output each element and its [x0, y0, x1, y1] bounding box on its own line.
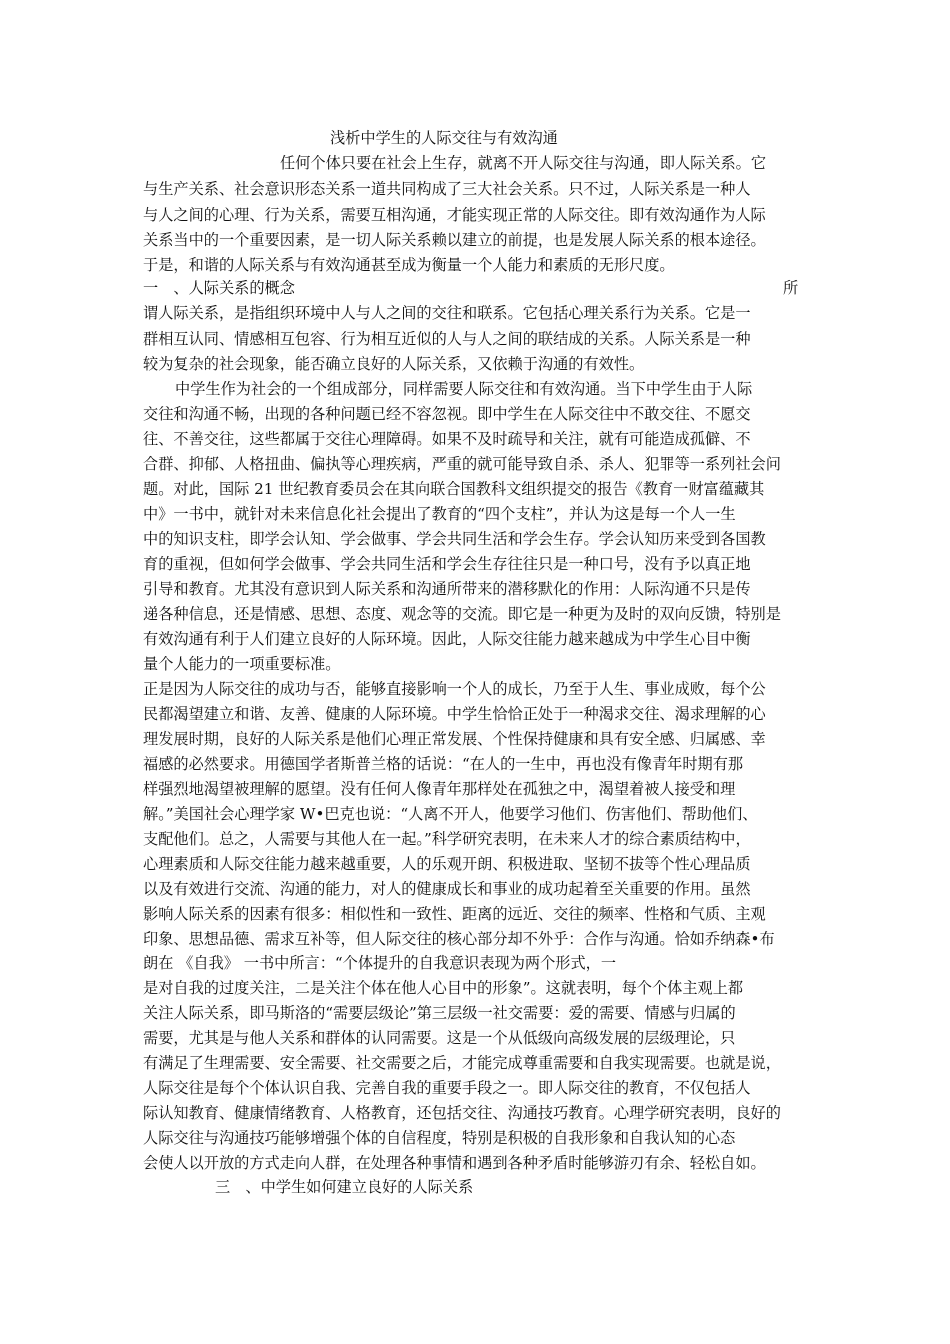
paragraph-line: 引导和教育。尤其没有意识到人际关系和沟通所带来的潜移默化的作用：人际沟通不只是传 [143, 580, 751, 598]
paragraph-line: 往、不善交往，这些都属于交往心理障碍。如果不及时疏导和关注，就有可能造成孤僻、不 [143, 430, 751, 448]
paragraph-line: 会使人以开放的方式走向人群，在处理各种事情和遇到各种矛盾时能够游刃有余、轻松自如。 [143, 1154, 766, 1172]
paragraph-line: 解。”美国社会心理学家 W•巴克也说：“人离不开人，他要学习他们、伤害他们、帮助他们、 [143, 805, 758, 823]
paragraph-line: 较为复杂的社会现象，能否确立良好的人际关系，又依赖于沟通的有效性。 [143, 355, 645, 373]
paragraph-line: 群相互认同、情感相互包容、行为相互近似的人与人之间的联结成的关系。人际关系是一种 [143, 330, 751, 348]
paragraph-line: 谓人际关系，是指组织环境中人与人之间的交往和联系。它包括心理关系行为关系。它是一 [143, 304, 751, 322]
paragraph-line: 民都渴望建立和谐、友善、健康的人际环境。中学生恰恰正处于一种渴求交往、渴求理解的心 [143, 705, 766, 723]
section-heading: 一 、人际关系的概念 [143, 279, 295, 297]
paragraph-line: 与人之间的心理、行为关系，需要互相沟通，才能实现正常的人际交往。即有效沟通作为人际 [143, 206, 766, 224]
paragraph-line: 样强烈地渴望被理解的愿望。没有任何人像青年那样处在孤独之中，渴望着被人接受和理 [143, 780, 736, 798]
paragraph-line: 人际交往与沟通技巧能够增强个体的自信程度，特别是积极的自我形象和自我认知的心态 [143, 1129, 736, 1147]
paragraph-line: 任何个体只要在社会上生存，就离不开人际交往与沟通，即人际关系。它 [280, 154, 766, 172]
paragraph-line: 支配他们。总之，人需要与其他人在一起。”科学研究表明，在未来人才的综合素质结构中， [143, 830, 751, 848]
paragraph-line: 与生产关系、社会意识形态关系一道共同构成了三大社会关系。只不过，人际关系是一种人 [143, 180, 751, 198]
paragraph-line: 于是，和谐的人际关系与有效沟通甚至成为衡量一个人能力和素质的无形尺度。 [143, 256, 675, 274]
paragraph-line: 福感的必然要求。用德国学者斯普兰格的话说：“在人的一生中，再也没有像青年时期有那 [143, 755, 744, 773]
paragraph-line: 育的重视，但如何学会做事、学会共同生活和学会生存往往只是一种口号，没有予以真正地 [143, 555, 751, 573]
paragraph-line: 影响人际关系的因素有很多：相似性和一致性、距离的远近、交往的频率、性格和气质、主观 [143, 905, 766, 923]
paragraph-line: 人际交往是每个个体认识自我、完善自我的重要手段之一。即人际交往的教育，不仅包括人 [143, 1079, 751, 1097]
paragraph-line: 中》一书中，就针对未来信息化社会提出了教育的“四个支柱”，并认为这是每一个人一生 [143, 505, 736, 523]
document-title: 浅析中学生的人际交往与有效沟通 [330, 129, 558, 147]
paragraph-line: 关系当中的一个重要因素，是一切人际关系赖以建立的前提，也是发展人际关系的根本途径。 [143, 231, 766, 249]
paragraph-line: 中学生作为社会的一个组成部分，同样需要人际交往和有效沟通。当下中学生由于人际 [175, 380, 753, 398]
section-heading: 三 、中学生如何建立良好的人际关系 [215, 1178, 474, 1196]
paragraph-line: 朗在 《自我》 一书中所言：“个体提升的自我意识表现为两个形式，一 [143, 954, 617, 972]
paragraph-line: 有效沟通有利于人们建立良好的人际环境。因此，人际交往能力越来越成为中学生心目中衡 [143, 630, 751, 648]
paragraph-line: 量个人能力的一项重要标准。 [143, 655, 341, 673]
paragraph-line: 以及有效进行交流、沟通的能力，对人的健康成长和事业的成功起着至关重要的作用。虽然 [143, 880, 751, 898]
paragraph-line: 题。对此，国际 21 世纪教育委员会在其向联合国教科文组织提交的报告《教育一财富蕴藏其 [143, 480, 765, 498]
paragraph-line: 合群、抑郁、人格扭曲、偏执等心理疾病，严重的就可能导致自杀、杀人、犯罪等一系列社会问 [143, 455, 781, 473]
paragraph-line: 心理素质和人际交往能力越来越重要，人的乐观开朗、积极进取、坚韧不拔等个性心理品质 [143, 855, 751, 873]
paragraph-line: 交往和沟通不畅，出现的各种问题已经不容忽视。即中学生在人际交往中不敢交往、不愿交 [143, 405, 751, 423]
paragraph-line: 有满足了生理需要、安全需要、社交需要之后，才能完成尊重需要和自我实现需要。也就是说， [143, 1054, 781, 1072]
paragraph-line: 关注人际关系，即马斯洛的“需要层级论”第三层级一社交需要：爱的需要、情感与归属的 [143, 1004, 736, 1022]
paragraph-line: 需要，尤其是与他人关系和群体的认同需要。这是一个从低级向高级发展的层级理论，只 [143, 1029, 736, 1047]
paragraph-line: 正是因为人际交往的成功与否，能够直接影响一个人的成长，乃至于人生、事业成败，每个公 [143, 680, 766, 698]
paragraph-line: 是对自我的过度关注，二是关注个体在他人心目中的形象”。这就表明，每个个体主观上都 [143, 979, 744, 997]
paragraph-line: 所 [783, 279, 799, 297]
paragraph-line: 理发展时期，良好的人际关系是他们心理正常发展、个性保持健康和具有安全感、归属感、幸 [143, 730, 766, 748]
paragraph-line: 际认知教育、健康情绪教育、人格教育，还包括交往、沟通技巧教育。心理学研究表明，良好的 [143, 1104, 781, 1122]
paragraph-line: 印象、思想品德、需求互补等，但人际交往的核心部分却不外乎：合作与沟通。恰如乔纳森•布 [143, 930, 775, 948]
paragraph-line: 递各种信息，还是情感、思想、态度、观念等的交流。即它是一种更为及时的双向反馈，特别是 [143, 605, 781, 623]
paragraph-line: 中的知识支柱，即学会认知、学会做事、学会共同生活和学会生存。学会认知历来受到各国教 [143, 530, 766, 548]
